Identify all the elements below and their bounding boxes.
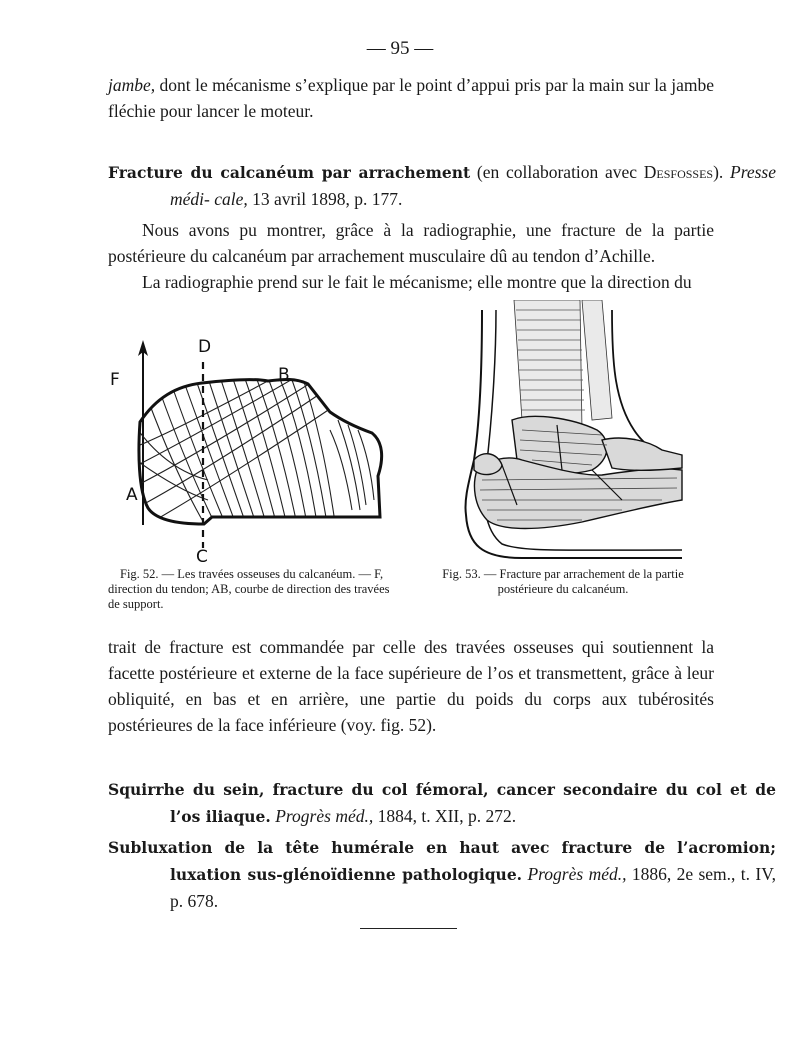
- figure-label-a: A: [126, 485, 138, 505]
- figure-label-d: D: [198, 337, 212, 357]
- figure-label-b: B: [278, 365, 290, 385]
- italic-term: jambe,: [108, 75, 156, 95]
- figure-53-ankle-drawing: [462, 300, 684, 562]
- figure-52-caption: Fig. 52. — Les travées osseuses du calcanéum. — F, direction du tendon; AB, courbe de direction des travées de support.: [108, 567, 390, 611]
- entry-journal: Presse médi- cale,: [170, 162, 777, 209]
- entry-title: Fracture du calcanéum par arrachement: [108, 163, 471, 182]
- entry-journal: Progrès méd.,: [275, 806, 374, 826]
- entry-ref: 1884, t. XII, p. 272.: [373, 806, 517, 826]
- figure-label-c: C: [196, 547, 208, 567]
- entry-title: Squirrhe du sein, fracture du col fémoral, cancer secondaire du col et de l’os iliaque.: [108, 780, 776, 826]
- figure-label-f: F: [110, 370, 120, 390]
- paragraph-text: dont le mécanisme s’explique par le point d’appui pris par la main sur la jambe fléchie pour lancer le moteur.: [108, 75, 714, 121]
- body-paragraph-3: trait de fracture est commandée par celle des travées osseuses qui soutiennent la facette postérieure et externe de la face supérieure de l’os et transmettent, grâce à leur obliquité, en bas et en arrière, une partie du poids du corps aux tubérosités postérieures de la face inférieure (voy. fig. 52).: [108, 637, 714, 735]
- bibliography-entry-2: [108, 776, 776, 830]
- closing-rule: [360, 928, 457, 929]
- body-paragraph-2: La radiographie prend sur le fait le mécanisme; elle montre que la direction du: [142, 272, 692, 292]
- bibliography-entry-3: [108, 834, 776, 914]
- entry-collab-post: ).: [713, 162, 730, 182]
- entry-collab-name: Desfosses: [643, 162, 714, 182]
- entry-collab-pre: (en collaboration avec: [470, 162, 644, 182]
- entry-journal: Progrès méd.,: [527, 864, 627, 884]
- figure-52-calcaneum-drawing: [108, 330, 398, 570]
- entry-ref: 1886, 2e sem., t. IV, p. 678.: [170, 864, 776, 911]
- body-paragraph-1: Nous avons pu montrer, grâce à la radiographie, une fracture de la partie postérieure du calcanéum par arrachement musculaire dû au tendon d’Achille.: [108, 220, 714, 266]
- page-number: — 95 —: [366, 38, 434, 59]
- entry-ref: 13 avril 1898, p. 177.: [247, 189, 403, 209]
- figure-53-caption: Fig. 53. — Fracture par arrachement de la partie postérieure du calcanéum.: [442, 567, 684, 596]
- paragraph-continuation: [108, 72, 714, 124]
- entry-title: Subluxation de la tête humérale en haut avec fracture de l’acromion; luxation sus-glénoïdienne pathologique.: [108, 838, 776, 884]
- bibliography-entry-1: [108, 159, 776, 212]
